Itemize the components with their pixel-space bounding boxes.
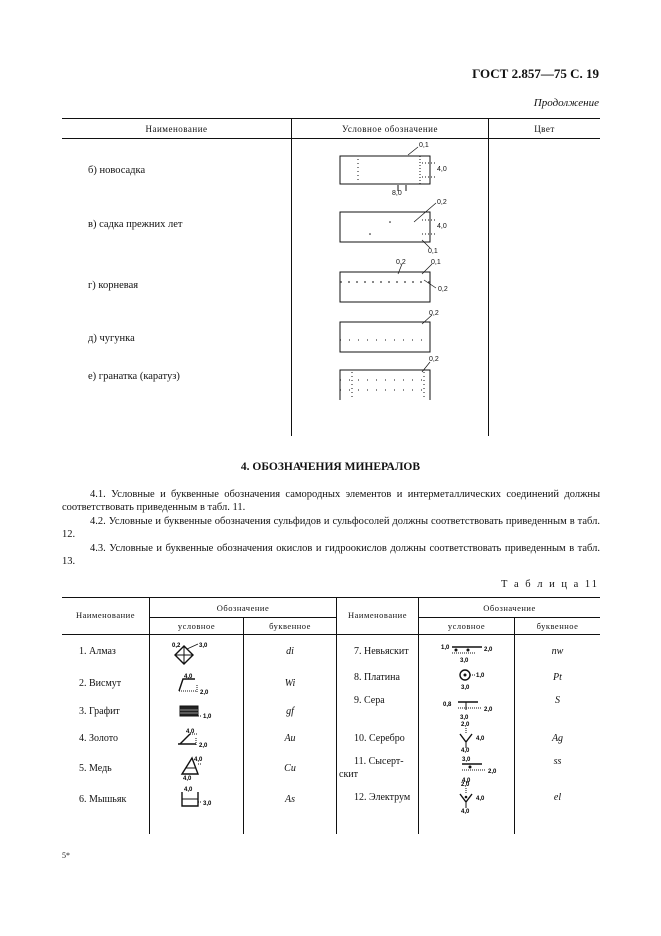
mineral-letter: di: [286, 646, 294, 657]
graphite-symbol: [178, 702, 228, 722]
sym-label: 2,0: [199, 743, 208, 749]
sym-label: 2,0: [461, 722, 470, 728]
sym-label: 2,0: [200, 690, 209, 696]
sym-label: 4,0: [462, 778, 471, 784]
mineral-letter: Pt: [553, 672, 562, 683]
page-title: ГОСТ 2.857—75 С. 19: [472, 66, 599, 81]
sym-label: 4,0: [186, 729, 195, 735]
sym-label: 4,0: [183, 776, 192, 782]
table-top-border: [62, 118, 600, 119]
sym-label: 4,0: [461, 748, 470, 754]
dim-label: 0,2: [396, 259, 406, 266]
mineral-letter: As: [285, 794, 295, 805]
t11-head-designation-left: Обозначение: [216, 603, 270, 613]
mineral-letter: Cu: [284, 763, 296, 774]
sym-label: 0,8: [443, 702, 452, 708]
dim-label: 0,1: [431, 259, 441, 266]
granatka-symbol: [340, 358, 450, 403]
table-head-border: [62, 138, 600, 139]
t11-head-letter-left: буквенное: [269, 621, 311, 631]
paragraph-4-3: 4.3. Условные и буквенные обозначения окислов и гидроокислов должны соответствовать приведенным в табл. 13.: [62, 543, 600, 567]
sym-label: 1,0: [441, 645, 450, 651]
dim-label: 0,2: [437, 199, 447, 206]
nevyanskite-symbol: [440, 641, 500, 665]
table11-top-border: [62, 597, 600, 598]
sym-label: 1,0: [476, 673, 485, 679]
mineral-letter: gf: [286, 706, 294, 717]
mineral-letter: Au: [284, 733, 296, 744]
mineral-name: 1. Алмаз: [79, 646, 116, 657]
paragraph-4-2: 4.2. Условные и буквенные обозначения сульфидов и сульфосолей должны соответствовать приведенным в табл. 12.: [62, 516, 600, 540]
dim-label: 0,1: [428, 248, 438, 255]
mineral-name: 11. Сысерт-: [354, 756, 404, 767]
sadka-symbol: [340, 200, 450, 255]
row-name-novosadka: б) новосадка: [88, 165, 146, 176]
t11-head-letter-right: буквенное: [536, 621, 579, 631]
col-header-symbol: Условное обозначение: [342, 124, 438, 134]
sym-label: 2,0: [484, 647, 493, 653]
continuation-label: Продолжение: [533, 97, 599, 109]
t11-head-name-left: Наименование: [76, 610, 135, 620]
dim-label: 4,0: [437, 166, 447, 173]
mineral-name: 4. Золото: [79, 733, 118, 744]
table-col-divider: [291, 118, 292, 436]
sulfur-symbol: [442, 694, 502, 720]
row-name-sadka: в) садка прежних лет: [88, 219, 183, 230]
sym-label: 3,0: [461, 685, 470, 691]
mineral-name-cont: скит: [339, 769, 359, 780]
col-header-color: Цвет: [534, 124, 555, 134]
t11-head-name-right: Наименование: [348, 610, 407, 620]
mineral-name: 8. Платина: [354, 672, 400, 683]
mineral-name: 7. Невьяскит: [354, 646, 409, 657]
table11-head-border: [62, 634, 600, 635]
section-title: 4. ОБОЗНАЧЕНИЯ МИНЕРАЛОВ: [240, 461, 421, 473]
dim-label: 0,2: [429, 356, 439, 363]
silver-symbol: [456, 720, 506, 752]
paragraph-4-1: 4.1. Условные и буквенные обозначения самородных элементов и интерметаллических соединений должны соответствовать приведенным в табл. 11.: [62, 489, 600, 513]
table11-col-divider: [149, 597, 150, 834]
diamond-symbol: [170, 642, 220, 668]
dim-label: 0,2: [438, 286, 448, 293]
page-footer-mark: 5*: [62, 851, 70, 860]
table-11-caption: Т а б л и ц а 11: [500, 579, 599, 590]
table-col-divider: [488, 118, 489, 436]
gold-symbol: [174, 728, 224, 750]
sym-label: 4,0: [194, 757, 203, 763]
mineral-name: 2. Висмут: [79, 678, 122, 689]
chugunka-symbol: [340, 312, 450, 357]
mineral-letter: nw: [551, 646, 564, 657]
kornevaya-symbol: [340, 262, 450, 307]
sym-label: 1,0: [203, 714, 212, 720]
sym-label: 4,0: [184, 674, 193, 680]
sym-label: 4,0: [476, 736, 485, 742]
platinum-symbol: [455, 666, 505, 690]
mineral-name: 5. Медь: [79, 763, 112, 774]
sym-label: 2,0: [488, 769, 497, 775]
t11-head-designation-right: Обозначение: [483, 603, 536, 613]
table11-subhead-border: [418, 617, 600, 618]
row-name-chugunka: д) чугунка: [88, 333, 135, 344]
sym-label: 3,0: [203, 801, 212, 807]
mineral-letter: Wi: [284, 678, 296, 689]
copper-symbol: [178, 754, 228, 780]
row-name-kornevaya: г) корневая: [88, 280, 139, 291]
t11-head-conventional-right: условное: [447, 621, 486, 631]
sym-label: 4,0: [461, 809, 470, 815]
arsenic-symbol: [178, 788, 228, 810]
col-header-name: Наименование: [145, 124, 208, 134]
sym-label: 3,0: [460, 658, 469, 664]
sym-label: 3,0: [199, 643, 208, 649]
mineral-name: 12. Электрум: [354, 792, 411, 803]
sym-label: 0,2: [172, 643, 181, 649]
bismuth-symbol: [175, 673, 225, 697]
sym-label: 2,0: [461, 782, 470, 788]
table11-col-divider: [418, 597, 419, 834]
sym-label: 2,0: [484, 707, 493, 713]
mineral-name: 3. Графит: [79, 706, 120, 717]
electrum-symbol: [456, 780, 506, 814]
table11-col-divider: [336, 597, 337, 834]
mineral-name: 9. Сера: [354, 695, 385, 706]
t11-head-conventional-left: условное: [177, 621, 216, 631]
row-name-granatka: е) гранатка (каратуз): [88, 371, 180, 382]
sym-label: 3,0: [460, 715, 469, 721]
mineral-name: 10. Серебро: [354, 733, 405, 744]
mineral-letter: el: [553, 792, 562, 803]
mineral-letter: Ag: [551, 733, 564, 744]
mineral-letter: ss: [553, 756, 562, 767]
dim-label: 4,0: [437, 223, 447, 230]
dim-label: 8,0: [392, 190, 402, 197]
dim-label: 0,2: [429, 310, 439, 317]
sym-label: 4,0: [476, 796, 485, 802]
sym-label: 3,0: [462, 757, 471, 763]
sym-label: 4,0: [184, 787, 193, 793]
mineral-name: 6. Мышьяк: [79, 794, 127, 805]
mineral-letter: S: [555, 695, 560, 706]
dim-label: 0,1: [419, 142, 429, 149]
